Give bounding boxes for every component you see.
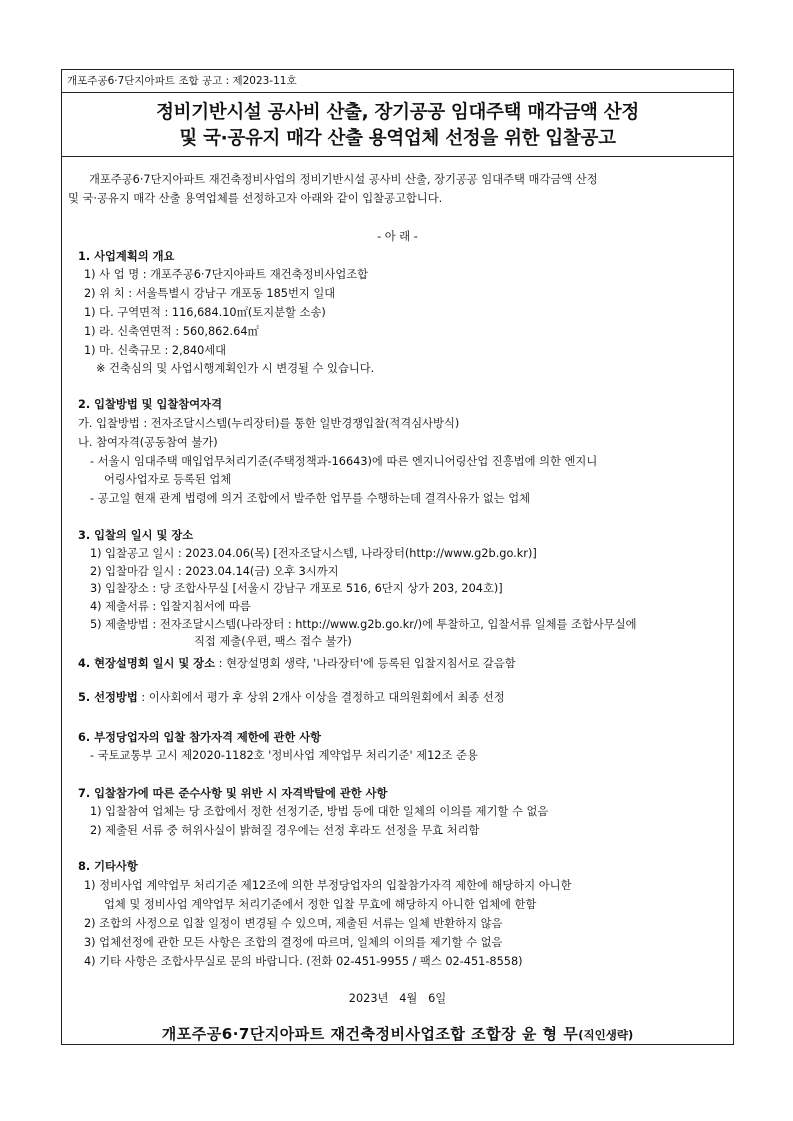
section-4 [78,657,516,671]
intro-line-2: 및 국·공유지 매각 산출 용역업체를 선정하고자 아래와 같이 입찰공고합니다. [68,192,443,205]
section-1-item: 2) 위 치 : 서울특별시 강남구 개포동 185번지 일대 [84,287,336,300]
seal-note: (직인생략) [578,1028,634,1042]
below-label: - 아 래 - [377,230,418,243]
section-7-title: 7. 입찰참가에 따른 준수사항 및 위반 시 자격박탈에 관한 사항 [78,787,388,800]
section-1-item: 1) 라. 신축연면적 : 560,862.64㎡ [84,325,259,338]
section-8-item: 2) 조합의 사정으로 입찰 일정이 변경될 수 있으며, 제출된 서류는 일체 반환하지 않음 [84,917,503,930]
title-line-1: 정비기반시설 공사비 산출, 장기공공 임대주택 매각금액 산정 [156,102,639,123]
section-2-eligibility: 나. 참여자격(공동참여 불가) [78,436,218,449]
section-3-item: 3) 입찰장소 : 당 조합사무실 [서울시 강남구 개포로 516, 6단지 상가 203, 204호)] [90,582,503,595]
title-divider [62,156,733,157]
section-2-eligibility-item: - 공고일 현재 관계 법령에 의거 조합에서 발주한 업무를 수행하는데 결격사유가 없는 업체 [90,492,531,505]
section-2-title: 2. 입찰방법 및 입찰참여자격 [78,398,222,411]
section-4-text: : 현장설명회 생략, '나라장터'에 등록된 입찰지침서로 갈음함 [215,657,516,670]
section-7-item: 2) 제출된 서류 중 허위사실이 밝혀질 경우에는 선정 후라도 선정을 무효 처리함 [90,824,480,837]
section-7-item: 1) 입찰참여 업체는 당 조합에서 정한 선정기준, 방법 등에 대한 일체의 이의를 제기할 수 없음 [90,805,549,818]
section-1-title: 1. 사업계획의 개요 [78,250,175,263]
notice-date: 2023년 4월 6일 [348,992,447,1005]
section-8-item: 4) 기타 사항은 조합사무실로 문의 바랍니다. (전화 02-451-9955 / 팩스 02-451-8558) [84,955,523,968]
section-5-title: 5. 선정방법 [78,691,138,704]
section-1-item: 1) 사 업 명 : 개포주공6·7단지아파트 재건축정비사업조합 [84,268,369,281]
section-3-item: 4) 제출서류 : 입찰지침서에 따름 [90,600,251,613]
section-8-item: 3) 업체선정에 관한 모든 사항은 조합의 결정에 따르며, 일체의 이의를 제기할 수 없음 [84,936,503,949]
section-3-item: 5) 제출방법 : 전자조달시스템(나라장터 : http://www.g2b.go.kr/)에 투찰하고, 입찰서류 일체를 조합사무실에 [90,618,637,631]
section-1-item: 1) 다. 구역면적 : 116,684.10㎡(토지분할 소송) [84,306,326,319]
notice-document [61,69,734,1045]
signature-line [62,1023,733,1044]
section-6-text: - 국토교통부 고시 제2020-1182호 '정비사업 계약업무 처리기준' 제12조 준용 [90,749,478,762]
section-3-item-cont: 직접 제출(우편, 팩스 접수 불가) [194,635,352,648]
section-6-title: 6. 부정당업자의 입찰 참가자격 제한에 관한 사항 [78,731,322,744]
section-8-title: 8. 기타사항 [78,860,138,873]
signature: 개포주공6·7단지아파트 재건축정비사업조합 조합장 윤 형 무 [161,1025,579,1043]
title-line-2: 및 국·공유지 매각 산출 용역업체 선정을 위한 입찰공고 [179,128,616,149]
notice-number: 개포주공6·7단지아파트 조합 공고 : 제2023-11호 [67,75,297,87]
section-1-item: 1) 마. 신축규모 : 2,840세대 [84,344,227,357]
section-2-eligibility-item-cont: 어링사업자로 등록된 업체 [104,473,232,486]
section-5 [78,691,505,705]
section-8-item: 1) 정비사업 계약업무 처리기준 제12조에 의한 부정당업자의 입찰참가자격 제한에 해당하지 아니한 [84,879,572,892]
section-2-method: 가. 입찰방법 : 전자조달시스템(누리장터)를 통한 일반경쟁입찰(적격심사방식) [78,417,460,430]
section-3-item: 2) 입찰마감 일시 : 2023.04.14(금) 오후 3시까지 [90,565,339,578]
section-4-title: 4. 현장설명회 일시 및 장소 [78,657,216,670]
section-5-text: : 이사회에서 평가 후 상위 2개사 이상을 결정하고 대의원회에서 최종 선정 [137,691,505,704]
section-3-title: 3. 입찰의 일시 및 장소 [78,529,194,542]
header-divider [62,92,733,93]
section-8-item-cont: 업체 및 정비사업 계약업무 처리기준에서 정한 입찰 무효에 해당하지 아니한 업체에 한함 [104,898,537,911]
section-1-note: ※ 건축심의 및 사업시행계획인가 시 변경될 수 있습니다. [96,362,375,375]
intro-line-1: 개포주공6·7단지아파트 재건축정비사업의 정비기반시설 공사비 산출, 장기공공 임대주택 매각금액 산정 [89,173,598,186]
section-2-eligibility-item: - 서울시 임대주택 매입업무처리기준(주택정책과-16643)에 따른 엔지니어링산업 진흥법에 의한 엔지니 [90,455,598,468]
section-3-item: 1) 입찰공고 일시 : 2023.04.06(목) [전자조달시스템, 나라장터(http://www.g2b.go.kr)] [90,547,537,560]
